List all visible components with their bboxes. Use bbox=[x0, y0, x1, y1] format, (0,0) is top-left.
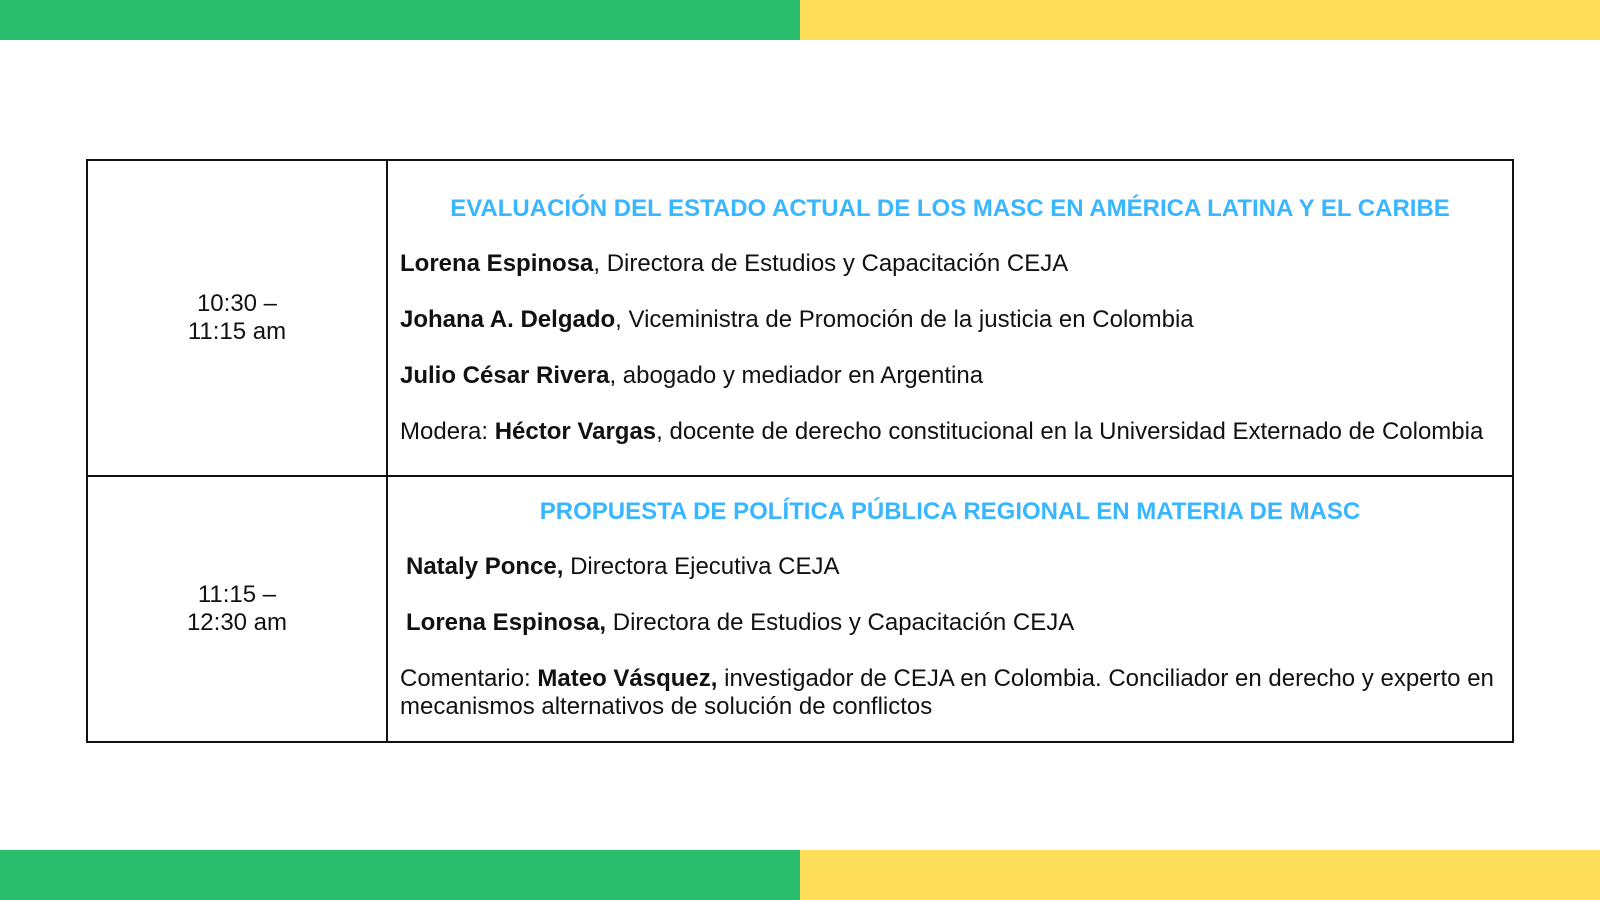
moderator-label: Modera: bbox=[400, 417, 495, 445]
session-1-time-cell bbox=[87, 160, 387, 476]
speaker-name: Lorena Espinosa bbox=[400, 249, 594, 277]
agenda-row-session-1 bbox=[87, 160, 1513, 476]
session-2-speaker-2 bbox=[400, 609, 1500, 637]
moderator-name: Héctor Vargas bbox=[494, 417, 657, 445]
session-2-time-cell bbox=[87, 476, 387, 742]
session-2-title: PROPUESTA DE POLÍTICA PÚBLICA REGIONAL EN MATERIA DE MASC bbox=[539, 497, 1361, 525]
session-2-time-end: 12:30 am bbox=[186, 609, 288, 636]
session-2-commentator bbox=[400, 665, 1500, 721]
commentator-label: Comentario: bbox=[400, 664, 538, 692]
moderator-role: , docente de derecho constitucional en la Universidad Externado de Colombia bbox=[656, 417, 1484, 445]
bottom-band-yellow bbox=[800, 850, 1600, 900]
session-1-title: EVALUACIÓN DEL ESTADO ACTUAL DE LOS MASC EN AMÉRICA LATINA Y EL CARIBE bbox=[450, 194, 1450, 222]
speaker-role: , abogado y mediador en Argentina bbox=[609, 361, 984, 389]
session-2-content-cell bbox=[387, 476, 1513, 742]
speaker-name: Lorena Espinosa, bbox=[406, 608, 607, 636]
speaker-role: Directora Ejecutiva CEJA bbox=[563, 552, 840, 580]
top-band-green bbox=[0, 0, 800, 40]
session-2-time-start: 11:15 – bbox=[197, 581, 277, 608]
speaker-role: , Directora de Estudios y Capacitación CEJA bbox=[593, 249, 1069, 277]
session-1-speaker-1 bbox=[400, 250, 1500, 278]
session-1-moderator bbox=[400, 418, 1500, 446]
session-2-speaker-1 bbox=[400, 553, 1500, 581]
top-color-band bbox=[0, 0, 1600, 40]
speaker-name: Nataly Ponce, bbox=[406, 552, 564, 580]
session-1-time-end: 11:15 am bbox=[187, 318, 287, 345]
agenda-row-session-2 bbox=[87, 476, 1513, 742]
session-1-speaker-3 bbox=[400, 362, 1500, 390]
commentator-role: investigador de CEJA en Colombia. Conciliador en derecho y experto en mecanismos alternativos de solución de conflictos bbox=[400, 664, 1494, 720]
agenda-table bbox=[86, 159, 1514, 743]
session-1-time-start: 10:30 – bbox=[196, 290, 278, 317]
speaker-role: Directora de Estudios y Capacitación CEJA bbox=[606, 608, 1075, 636]
commentator-name: Mateo Vásquez, bbox=[537, 664, 718, 692]
speaker-name: Johana A. Delgado bbox=[400, 305, 616, 333]
bottom-band-green bbox=[0, 850, 800, 900]
bottom-color-band bbox=[0, 850, 1600, 900]
session-1-content-cell bbox=[387, 160, 1513, 476]
speaker-role: , Viceministra de Promoción de la justicia en Colombia bbox=[615, 305, 1194, 333]
top-band-yellow bbox=[800, 0, 1600, 40]
session-1-speaker-2 bbox=[400, 306, 1500, 334]
speaker-name: Julio César Rivera bbox=[400, 361, 610, 389]
